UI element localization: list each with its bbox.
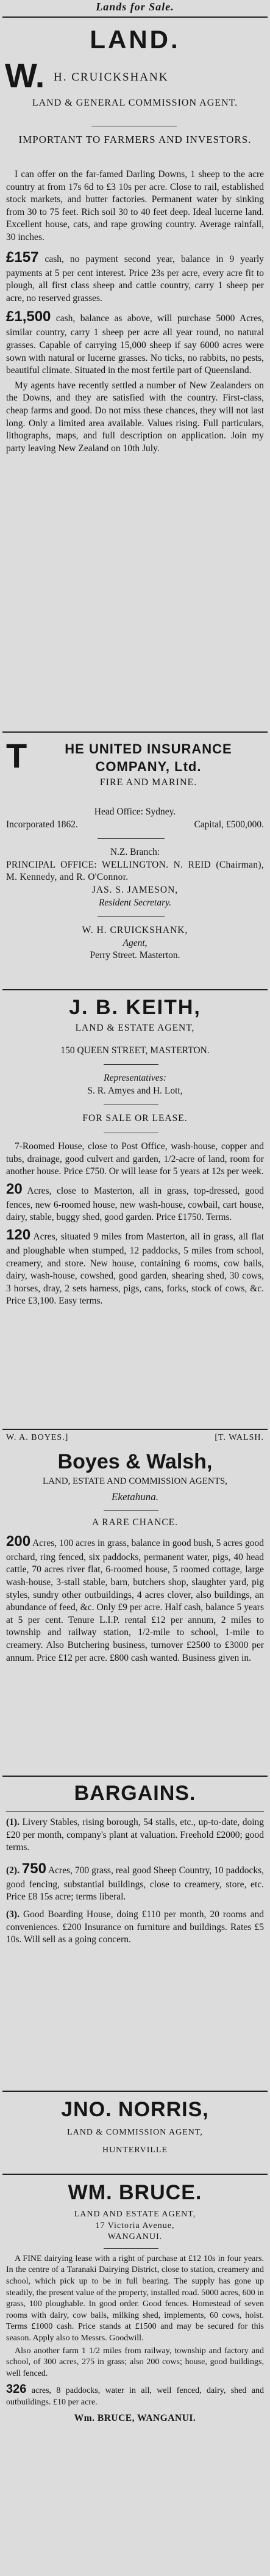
bruce-ad: WM. BRUCE. LAND AND ESTATE AGENT, 17 Victoria Avenue, WANGANUI. A FINE dairying lease with a right of purchase at £12 10s in four years. In the centre of a Taranaki Dairying District, close to station, creamery and school, which pick up to be in full bearing. The supply has gone up steadily, the present value of the property, installed road. 5000 acres, 600 in grass, 100 ploughable. In good order. Good fences. Homestead of seven rooms with dairy, cow bails, milking shed, implements, 60 cows, hoist. Terms £1000 cash. Price stands at £1500 and may be secured for this season. Apply also to Messrs. Goodwill. Also another farm 1 1/2 miles from railway, township and factory and school, of 300 acres, 275 in grass; also 200 cows; house, good buildings, well fenced. 326 acres, 8 paddocks, water in all, well fenced, dairy, shed and outbuildings. £10 per acre. Wm. BRUCE, WANGANUI. bbox=[6, 2181, 264, 2423]
insurance-ad: T HE UNITED INSURANCE COMPANY, Ltd. FIRE AND MARINE. Head Office: Sydney. Incorporated 1862. Capital, £500,000. N.Z. Branch: PRINCIPAL OFFICE: WELLINGTON. N. REID (Chairman), M. Kennedy, and R. O'Connor. JAS. S. JAMESON, Resident Secretary. W. H. CRUICKSHANK, Agent, Perry Street. Masterton. bbox=[6, 736, 264, 961]
rule bbox=[2, 1776, 268, 1777]
cruickshank-ad bbox=[0, 24, 270, 55]
drop-initial-t: T bbox=[6, 736, 27, 775]
agent-name: H. CRUICKSHANK bbox=[54, 71, 169, 84]
rule bbox=[2, 989, 268, 990]
keith-ad: J. B. KEITH, LAND & ESTATE AGENT, 150 QUEEN STREET, MASTERTON. Representatives: S. R. Amyes and H. Lott, FOR SALE OR LEASE. 7-Roomed House, close to Post Office, wash-house, copper and tubs, drainage, good culvert and garden, 1/2-acre of land, room for another house. Price £750. Or will lease for 5 years at 12s per week. 20 Acres, close to Masterton, all in grass, top-dressed, good fences, new 6-roomed house, new wash-house, cowbail, cart house, dairy, stable, buggy shed, good garden. Price £1750. Terms. 120 Acres, situated 9 miles from Masterton, all in grass, all flat and ploughable when stumped, 12 paddocks, 5 miles from school, creamery, and store. New house, containing 6 rooms, cow bails, dairy, wash-house, cowshed, good garden, shearing shed, 30 cows, 3 horses, dray, 2 sets harness, pigs, cans, forks, stock of cows, &c. Price £3,100. Easy terms. bbox=[6, 996, 264, 1307]
section-header: Lands for Sale. bbox=[96, 1, 174, 13]
important-notice: IMPORTANT TO FARMERS AND INVESTORS. bbox=[18, 134, 252, 145]
bargains-ad: BARGAINS. (1). Livery Stables, rising borough, 54 stalls, etc., up-to-date, doing £20 per month, company's plant at valuation. Freehold £2000; good terms. (2). 750 Acres, 700 grass, real good Sheep Country, 10 paddocks, good fencing, substantial buildings, close to creamery, store, etc. Price £8 15s acre; terms liberal. (3). Good Boarding House, doing £110 per month, 20 rooms and conveniences. £200 Insurance on furniture and buildings. Rates £5 10s. Will sell as a going concern. bbox=[6, 1782, 265, 1945]
drop-initial-w: W. bbox=[5, 56, 45, 95]
norris-ad: JNO. NORRIS, LAND & COMMISSION AGENT, HUNTERVILLE bbox=[61, 2098, 209, 2155]
rule bbox=[2, 2091, 268, 2092]
cruickshank-title: LAND & GENERAL COMMISSION AGENT. bbox=[32, 98, 238, 108]
boyes-walsh-ad: W. A. BOYES.] [T. WALSH. Boyes & Walsh, LAND, ESTATE AND COMMISSION AGENTS, Eketahuna. A RARE CHANCE. 200 Acres, 100 acres in grass, balance in good bush, 5 acres good orchard, ring fenced, six paddocks, permanent water, pigs, 40 head cattle, 70 acres river flat, 6-roomed house, 5 roomed cottage, large wash-house, 3-stall stable, barn, butchers shop, slaughter yard, pig styles, sundry other outbuildings, 4 acres clover, also buildings, an abundance of feed, &c. Only £9 per acre. Half cash, balance 5 years at 5 per cent. Tenure L.I.P. rental £12 per annum, 2 miles to township and railway station, 1/2-mile to school, 1-mile to creamery. Also Butchering business, turnover £2500 to £3000 per annum. Price £12 per acre. £800 cash wanted. Business given in. bbox=[6, 1433, 264, 1663]
cruickshank-name-row bbox=[0, 56, 270, 95]
rule bbox=[2, 2174, 268, 2175]
rule bbox=[2, 16, 268, 18]
rule bbox=[2, 731, 268, 733]
land-heading: LAND. bbox=[90, 25, 180, 54]
cruickshank-body: I can offer on the far-famed Darling Downs, 1 sheep to the acre country at from 17s 6d to £3 10s per acre. Close to rail, established stock markets, and butter factories. Permanent water by sinking from 30 to 75 feet. Rich soil 30 to 40 feet deep. Ideal lucerne land. Excellent house, cats, and rape growing country. Average rainfall, 30 inches. £157 cash, no payment second year, balance in 9 yearly payments at 5 per cent interest. Price 23s per acre, every acre fit to plough, all first class sheep and cattle country, carry 1 sheep per acre, no reserved grasses. £1,500 cash, balance as above, will purchase 5000 Acres, similar country, carry 1 sheep per acre all year round, no natural grasses. Capable of carrying 15,000 sheep if say 6000 acres were sown with natural or lucerne grasses. No ticks, no rabbits, no pests, beautiful climate. Situated in the most fertile part of Queensland. My agents have recently settled a number of New Zealanders on the Downs, and they are satisfied with the country. First-class, cheap farms and good. Do not miss these chances, they will not last long. Only a limited area available. Values rising. Full particulars, lithographs, maps, and full description on application. Join my party leaving New Zealand on 10th July. bbox=[6, 169, 265, 454]
rule bbox=[2, 1429, 268, 1430]
